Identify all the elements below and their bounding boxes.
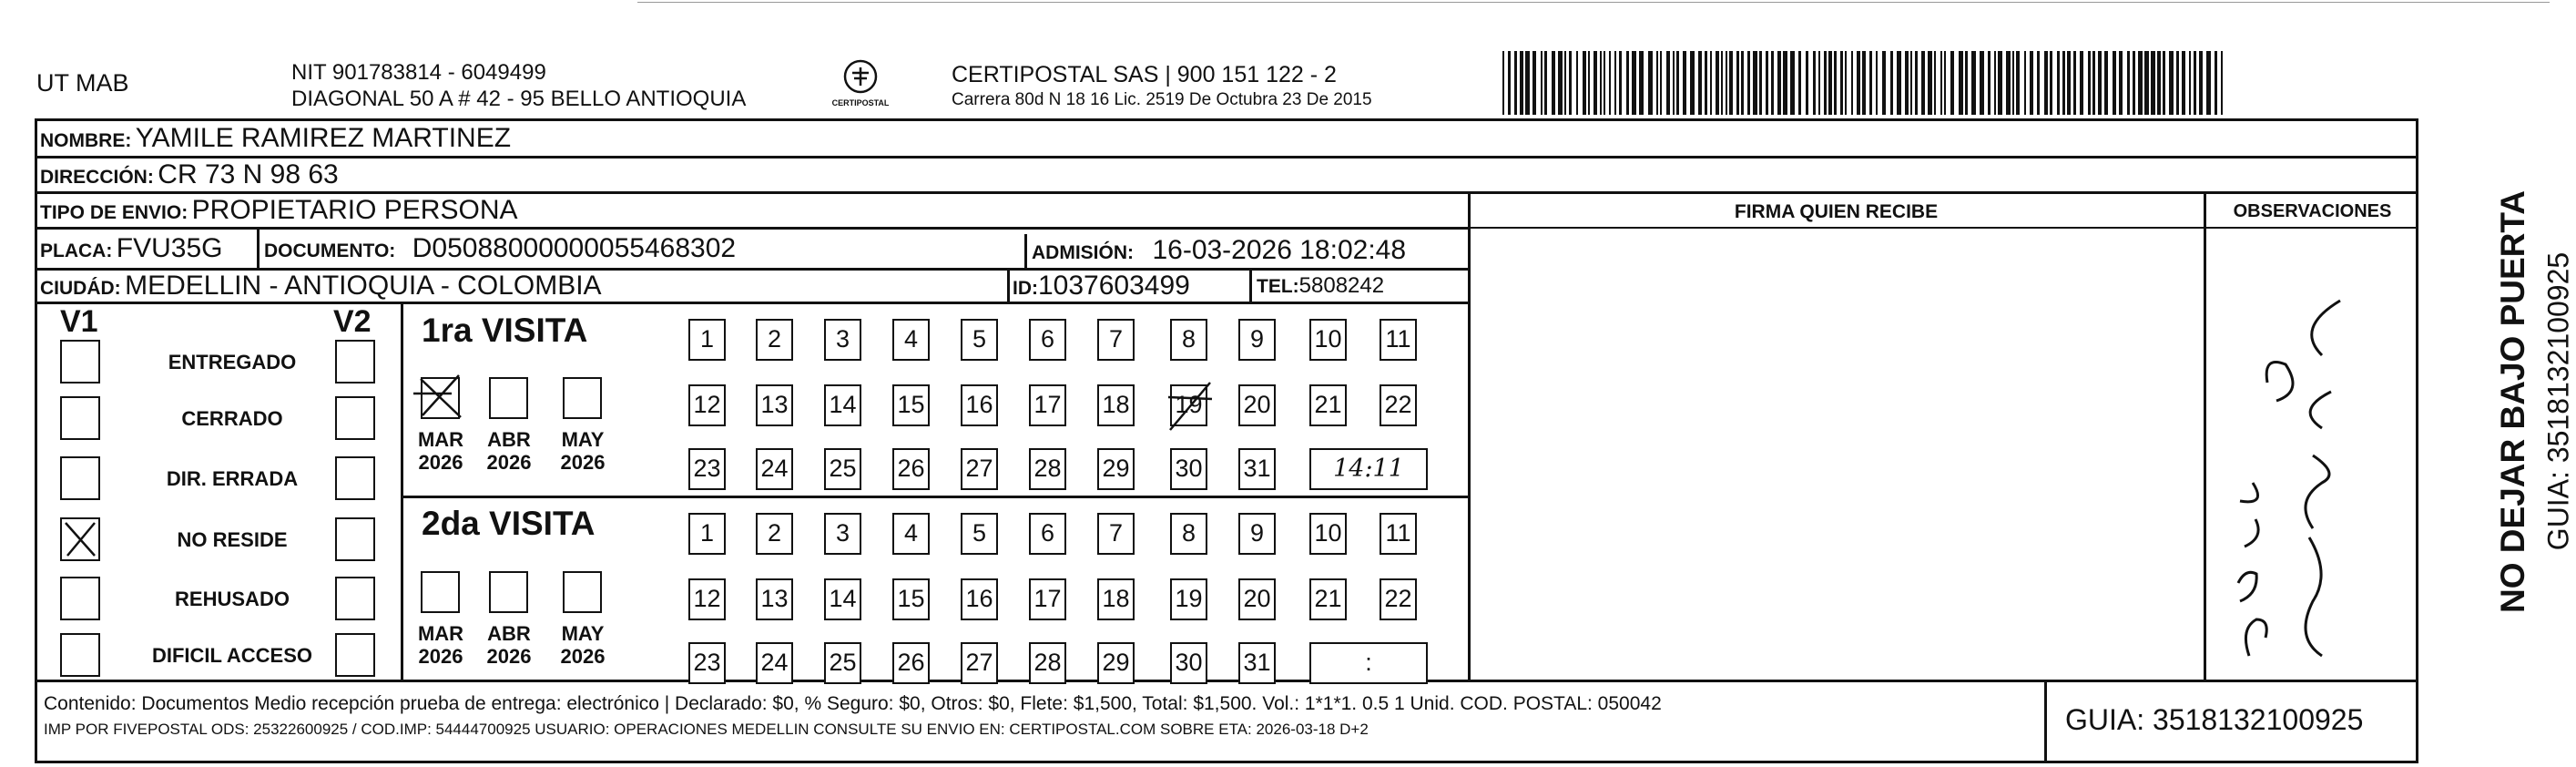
id-label: ID: [1013,278,1038,299]
month-year: 2026 [560,451,606,475]
first-visit-month-label [474,428,544,475]
barcode-bar [2073,51,2076,115]
barcode-bar [2176,51,2179,115]
barcode-bar [1525,51,1530,115]
second-visit-day-box[interactable]: 31 [1238,642,1276,684]
first-visit-day-box[interactable]: 30 [1170,448,1207,490]
month-name: MAY [561,428,605,451]
city: MEDELLIN - ANTIOQUIA - COLOMBIA [125,271,602,301]
second-visit-month-label [548,622,617,669]
barcode-bar [1862,51,1866,115]
barcode-bar [1683,51,1686,115]
second-visit-day-box[interactable]: 18 [1097,578,1135,620]
first-visit-day-box[interactable]: 28 [1029,448,1066,490]
barcode-bar [1869,51,1872,115]
barcode-bar [1980,51,1984,115]
barcode-bar [2092,51,2095,115]
second-visit-day-box[interactable]: 29 [1097,642,1135,684]
barcode-bar [1798,51,1801,115]
second-visit-day-box[interactable]: 7 [1097,513,1135,555]
barcode-bar [1818,51,1820,115]
barcode-bar [1729,51,1733,115]
barcode-bar [2144,51,2149,115]
barcode-bar [1828,51,1832,115]
first-visit-label: 1ra VISITA [422,312,588,349]
barcode-bar [2182,51,2185,115]
barcode-bar [1632,51,1636,115]
first-visit-day-box[interactable]: 26 [892,448,930,490]
month-year: 2026 [418,451,463,475]
barcode-bar [1721,51,1723,115]
barcode-bar [2215,51,2217,115]
first-visit-day-box[interactable]: 18 [1097,384,1135,426]
barcode-bar [1593,51,1597,115]
second-visit-day-box[interactable]: 19 [1170,578,1207,620]
first-visit-day-box[interactable]: 17 [1029,384,1066,426]
barcode-bar [1834,51,1837,115]
barcode-bar [1660,51,1662,115]
barcode-bar [1716,51,1719,115]
v1-checkbox[interactable] [60,633,100,677]
barcode-bar [1944,51,1946,115]
status-option-label: ENTREGADO [168,351,297,373]
month-name: ABR [487,428,531,451]
barcode-bar [2104,51,2108,115]
first-visit-day-box[interactable]: 15 [892,384,930,426]
barcode-bar [2098,51,2102,115]
barcode-bar [1840,51,1843,115]
barcode-bar [2169,51,2174,115]
v2-checkbox[interactable] [335,456,375,500]
nombre-row [40,125,511,152]
barcode-bar [2194,51,2196,115]
barcode-bar [1851,51,1853,115]
second-visit-day-box[interactable]: 30 [1170,642,1207,684]
barcode-bar [1532,51,1536,115]
barcode-bar [1576,51,1578,115]
second-visit-day-box[interactable]: 5 [961,513,998,555]
barcode-bar [1994,51,1996,115]
tel-label: TEL: [1257,276,1299,297]
top-edge-line [637,2,2550,3]
first-visit-day-box[interactable]: 22 [1380,384,1417,426]
first-visit-day-box[interactable]: 20 [1238,384,1276,426]
barcode-bar [1777,51,1781,115]
placa-label: PLACA: [40,240,113,261]
v2-checkbox[interactable] [335,577,375,620]
first-visit-month-label [406,428,475,475]
first-visit-day-box[interactable]: 8 [1170,319,1207,361]
no-dejar-warning: NO DEJAR BAJO PUERTA [2494,190,2531,613]
v1-label: V1 [60,304,98,339]
barcode-bar [1588,51,1590,115]
barcode-bar [2050,51,2052,115]
barcode-bar [1666,51,1670,115]
second-visit-day-box[interactable]: 28 [1029,642,1066,684]
barcode-bar [2157,51,2161,115]
month-name: MAY [561,622,605,645]
barcode-bar [1583,51,1586,115]
barcode-bar [1753,51,1757,115]
first-visit-day-box[interactable]: 9 [1238,319,1276,361]
tel-row [1257,275,1384,297]
barcode-bar [1558,51,1563,115]
barcode-bar [2088,51,2091,115]
sender-name: UT MAB [36,69,129,97]
tipo-row [40,197,518,224]
barcode-bar [1656,51,1658,115]
v2-checkbox[interactable] [335,633,375,677]
first-visit-day-box[interactable]: 23 [688,448,726,490]
v1-checkbox[interactable] [60,577,100,620]
firma-header: FIRMA QUIEN RECIBE [1734,201,1939,222]
status-option-label: NO RESIDE [177,528,288,551]
first-visit-day-box[interactable]: 24 [756,448,793,490]
first-visit-day-box[interactable]: 4 [892,319,930,361]
barcode-bar [2163,51,2165,115]
v1-checkbox[interactable] [60,456,100,500]
nit-line: NIT 901783814 - 6049499 [291,60,546,85]
barcode-bar [1910,51,1912,115]
barcode-bar [1736,51,1739,115]
barcode-bar [1876,51,1878,115]
barcode-bar [2012,51,2014,115]
month-year: 2026 [486,645,532,669]
documento-label: DOCUMENTO: [264,240,396,261]
second-visit-day-box[interactable]: 17 [1029,578,1066,620]
nombre-label: NOMBRE: [40,130,132,151]
documento-row [264,235,736,262]
first-visit-day-box[interactable]: 19 [1170,384,1207,426]
second-visit-day-box[interactable]: 15 [892,578,930,620]
barcode-bar [1890,51,1893,115]
second-visit-month-box[interactable] [563,571,602,613]
recipient-id: 1037603499 [1038,271,1190,301]
barcode-bar [1690,51,1695,115]
barcode-bar [2062,51,2065,115]
barcode-bar [2037,51,2040,115]
second-visit-day-box[interactable]: 21 [1309,578,1347,620]
status-option-label: REHUSADO [175,588,290,610]
second-visit-day-box[interactable]: 23 [688,642,726,684]
v2-checkbox[interactable] [335,396,375,440]
second-visit-month-label [406,622,475,669]
barcode-bar [2030,51,2033,115]
second-visit-month-box[interactable] [421,571,460,613]
second-visit-month-label [474,622,544,669]
barcode-bar [2113,51,2116,115]
barcode-bar [1626,51,1629,115]
logo-text: CERTIPOSTAL [831,98,890,107]
barcode-bar [1813,51,1816,115]
barcode-bar [1771,51,1774,115]
v1-checkbox[interactable] [60,396,100,440]
second-visit-day-box[interactable]: 14 [824,578,861,620]
barcode-bar [2127,51,2130,115]
barcode-bar [1673,51,1675,115]
admission-datetime: 16-03-2026 18:02:48 [1152,235,1407,265]
barcode [1502,51,2231,115]
barcode-bar [2206,51,2211,115]
second-visit-day-box[interactable]: 11 [1380,513,1417,555]
footer-guia: GUIA: 3518132100925 [2065,703,2364,736]
observaciones-header: OBSERVACIONES [2233,201,2392,221]
status-option-label: CERRADO [181,407,283,430]
first-visit-day-box[interactable]: 21 [1309,384,1347,426]
certipostal-logo [820,56,901,113]
barcode-bar [2024,51,2026,115]
barcode-bar [1824,51,1827,115]
barcode-bar [2006,51,2011,115]
barcode-bar [2044,51,2048,115]
first-visit-day-box[interactable]: 3 [824,319,861,361]
admision-row [1032,237,1406,264]
barcode-bar [2057,51,2060,115]
second-visit-time-box[interactable]: : [1309,642,1428,684]
barcode-bar [1759,51,1762,115]
first-visit-day-box[interactable]: 12 [688,384,726,426]
barcode-bar [1508,51,1511,115]
first-visit-day-box[interactable]: 25 [824,448,861,490]
first-visit-day-box[interactable]: 13 [756,384,793,426]
month-name: ABR [487,622,531,645]
barcode-bar [1905,51,1909,115]
barcode-bar [1988,51,1991,115]
barcode-bar [1921,51,1925,115]
barcode-bar [1766,51,1768,115]
barcode-bar [2221,51,2223,115]
second-visit-label: 2da VISITA [422,505,596,542]
second-visit-day-box[interactable]: 2 [756,513,793,555]
first-visit-day-box[interactable]: 10 [1309,319,1347,361]
first-visit-day-box[interactable]: 16 [961,384,998,426]
barcode-bar [1639,51,1644,115]
barcode-bar [1619,51,1622,115]
barcode-bar [1806,51,1808,115]
barcode-bar [2189,51,2191,115]
barcode-bar [1600,51,1602,115]
barcode-bar [1614,51,1616,115]
handwritten-signature [2213,273,2377,674]
first-visit-day-box[interactable]: 31 [1238,448,1276,490]
status-option-label: DIFICIL ACCESO [151,644,312,667]
barcode-bar [1520,51,1523,115]
tipo-label: TIPO DE ENVIO: [40,202,188,223]
first-visit-day-box[interactable]: 29 [1097,448,1135,490]
first-visit-day-box[interactable]: 1 [688,319,726,361]
barcode-bar [1541,51,1543,115]
barcode-bar [1783,51,1787,115]
second-visit-day-box[interactable]: 25 [824,642,861,684]
second-visit-day-box[interactable]: 8 [1170,513,1207,555]
barcode-bar [2016,51,2020,115]
first-visit-month-box[interactable] [421,377,460,419]
barcode-bar [1609,51,1611,115]
v2-checkbox[interactable] [335,340,375,384]
barcode-bar [1741,51,1744,115]
barcode-bar [1790,51,1795,115]
barcode-bar [1928,51,1932,115]
barcode-bar [1747,51,1750,115]
imp-line: IMP POR FIVEPOSTAL ODS: 25322600925 / COD.IMP: 54444700925 USUARIO: OPERACIONES MEDELLIN CONSULTE SU ENVIO EN: CERTIPOSTAL.COM SOBRE ETA: 2026-03-18 D+2 [44,721,1369,738]
barcode-bar [1882,51,1886,115]
recipient-address: CR 73 N 98 63 [158,159,339,189]
second-visit-day-box[interactable]: 20 [1238,578,1276,620]
ciudad-row [40,272,602,300]
barcode-bar [1564,51,1566,115]
recipient-name: YAMILE RAMIREZ MARTINEZ [135,123,512,153]
barcode-bar [1676,51,1679,115]
first-visit-day-box[interactable]: 14 [824,384,861,426]
barcode-bar [1971,51,1976,115]
content-line: Contenido: Documentos Medio recepción prueba de entrega: electrónico | Declarado: $0, % Seguro: $0, Otros: $0, Flete: $1,500, Total: $1,500. Vol.: 1*1*1. 0.5 1 Unid. COD. POSTAL: 050042 [44,693,1662,714]
direccion-label: DIRECCIÓN: [40,167,154,188]
barcode-bar [1915,51,1918,115]
admision-label: ADMISIÓN: [1032,242,1134,263]
plate-number: FVU35G [116,233,223,263]
barcode-bar [1940,51,1942,115]
barcode-bar [1552,51,1555,115]
first-visit-day-box[interactable]: 6 [1029,319,1066,361]
barcode-bar [1959,51,1963,115]
barcode-bar [1897,51,1901,115]
barcode-bar [1544,51,1547,115]
second-visit-day-box[interactable]: 1 [688,513,726,555]
second-visit-day-box[interactable]: 9 [1238,513,1276,555]
barcode-bar [1950,51,1954,115]
month-year: 2026 [560,645,606,669]
first-visit-day-box[interactable]: 2 [756,319,793,361]
status-option-label: DIR. ERRADA [166,467,299,490]
second-visit-day-box[interactable]: 24 [756,642,793,684]
side-guia: GUIA: 3518132100925 [2541,251,2575,551]
first-visit-time-box[interactable]: 14:11 [1309,448,1428,490]
barcode-bar [1705,51,1707,115]
v1-checkbox[interactable] [60,517,100,561]
direccion-row [40,161,339,189]
side-text-container [2422,146,2575,656]
first-visit-month-box[interactable] [563,377,602,419]
second-visit-day-box[interactable]: 3 [824,513,861,555]
barcode-bar [2151,51,2155,115]
first-visit-month-label [548,428,617,475]
barcode-bar [1845,51,1847,115]
second-visit-day-box[interactable]: 27 [961,642,998,684]
barcode-bar [2119,51,2123,115]
shipment-type: PROPIETARIO PERSONA [191,195,518,225]
second-visit-day-box[interactable]: 22 [1380,578,1417,620]
barcode-bar [1710,51,1712,115]
barcode-bar [1648,51,1653,115]
barcode-bar [1726,51,1727,115]
barcode-bar [1604,51,1605,115]
barcode-bar [2138,51,2143,115]
barcode-bar [2133,51,2135,115]
license-line: Carrera 80d N 18 16 Lic. 2519 De Octubra 23 De 2015 [952,90,1372,109]
second-visit-day-box[interactable]: 13 [756,578,793,620]
barcode-bar [2067,51,2071,115]
first-visit-day-box[interactable]: 27 [961,448,998,490]
company-line: CERTIPOSTAL SAS | 900 151 122 - 2 [952,62,1337,87]
second-visit-day-box[interactable]: 6 [1029,513,1066,555]
month-year: 2026 [418,645,463,669]
second-visit-day-box[interactable]: 26 [892,642,930,684]
day-check-mark [1165,379,1216,438]
second-visit-month-box[interactable] [489,571,528,613]
v2-checkbox[interactable] [335,517,375,561]
month-year: 2026 [486,451,532,475]
v2-label: V2 [333,304,372,339]
document-number: D05088000000055468302 [412,233,737,263]
barcode-bar [2080,51,2083,115]
barcode-bar [1502,51,1504,115]
phone: 5808242 [1298,273,1385,298]
first-visit-day-box[interactable]: 7 [1097,319,1135,361]
second-visit-day-box[interactable]: 4 [892,513,930,555]
barcode-bar [1998,51,2002,115]
first-visit-month-box[interactable] [489,377,528,419]
month-name: MAR [417,428,464,451]
month-name: MAR [417,622,464,645]
placa-row [40,235,223,262]
barcode-bar [1857,51,1860,115]
sender-address: DIAGONAL 50 A # 42 - 95 BELLO ANTIOQUIA [291,87,747,111]
barcode-bar [1698,51,1702,115]
barcode-bar [1569,51,1572,115]
id-row [1013,272,1190,300]
second-visit-day-box[interactable]: 16 [961,578,998,620]
ciudad-label: CIUDÁD: [40,278,121,299]
first-visit-day-box[interactable]: 5 [961,319,998,361]
second-visit-day-box[interactable]: 12 [688,578,726,620]
second-visit-day-box[interactable]: 10 [1309,513,1347,555]
barcode-bar [1965,51,1968,115]
first-visit-day-box[interactable]: 11 [1380,319,1417,361]
barcode-bar [1934,51,1936,115]
barcode-bar [1514,51,1517,115]
v1-checkbox[interactable] [60,340,100,384]
barcode-bar [2199,51,2203,115]
